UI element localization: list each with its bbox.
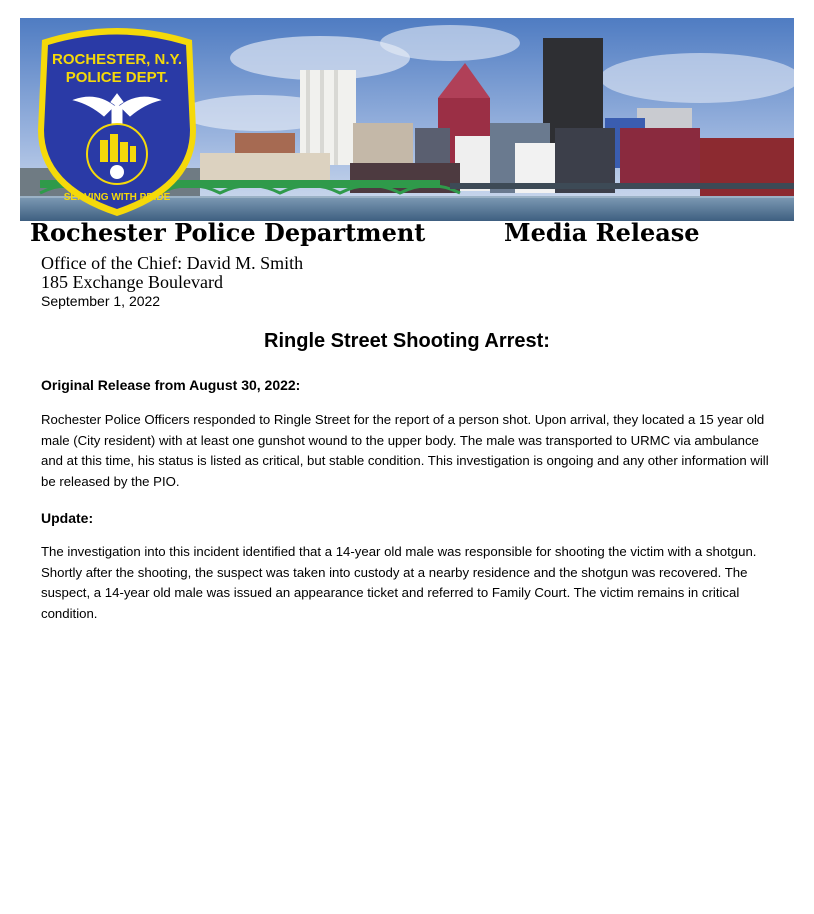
police-patch-logo bbox=[34, 22, 200, 218]
update-heading: Update: bbox=[41, 510, 94, 526]
svg-text:SERVING WITH PRIDE: SERVING WITH PRIDE bbox=[63, 192, 171, 203]
svg-text:ROCHESTER, N.Y.: ROCHESTER, N.Y. bbox=[51, 51, 183, 68]
release-date: September 1, 2022 bbox=[41, 293, 161, 309]
chief-office: Office of the Chief: David M. Smith bbox=[41, 253, 304, 273]
release-title: Ringle Street Shooting Arrest: bbox=[264, 330, 550, 352]
original-release-body: Rochester Police Officers responded to Ringle Street for the report of a person shot. Upon arrival, they located a 15 year old male (City resident) with at least one gunshot wound to the upper body. The male was transported to URMC via ambulance and at this time, his status is listed as critical, but stable condition. This investigation is ongoing and any other information will be released by the PIO. bbox=[41, 412, 769, 489]
svg-text:POLICE DEPT.: POLICE DEPT. bbox=[65, 69, 169, 86]
original-release-heading: Original Release from August 30, 2022: bbox=[41, 377, 301, 393]
update-body: The investigation into this incident identified that a 14-year old male was responsible for shooting the victim with a shotgun. Shortly after the shooting, the suspect was taken into custody at a nearby residence and the shotgun was recovered. The suspect, a 14-year old male was issued an appearance ticket and referred to Family Court. The victim remains in critical condition. bbox=[41, 544, 757, 621]
release-type: Media Release bbox=[504, 218, 700, 247]
address: 185 Exchange Boulevard bbox=[41, 272, 223, 292]
header-banner bbox=[20, 18, 794, 221]
department-name: Rochester Police Department bbox=[30, 218, 426, 247]
